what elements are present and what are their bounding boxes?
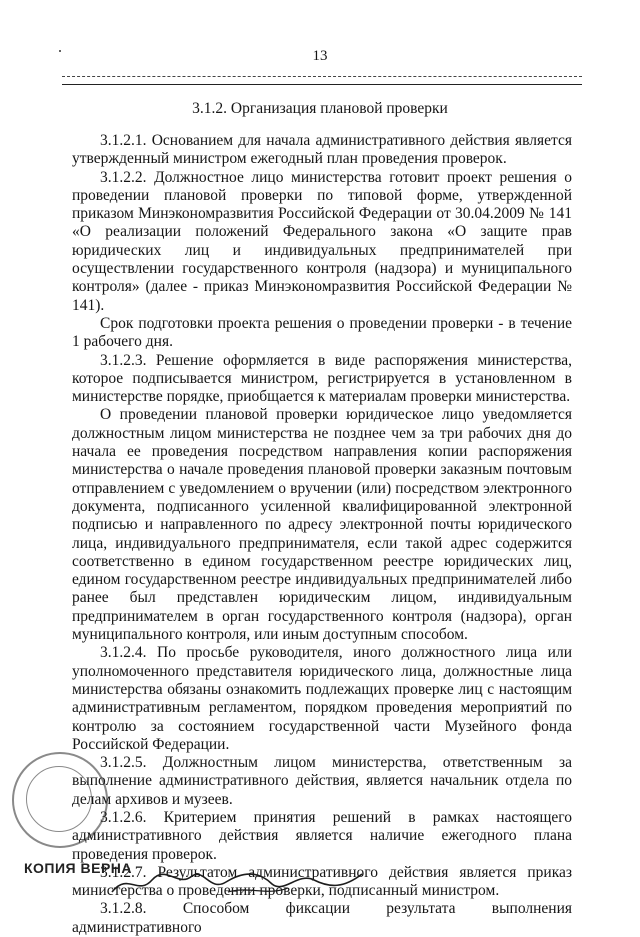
paragraph-3-1-2-8: 3.1.2.8. Способом фиксации результата выполнения административного <box>72 900 572 936</box>
copy-certified-stamp: КОПИЯ ВЕРНА <box>24 860 133 876</box>
paragraph-3-1-2-1: 3.1.2.1. Основанием для начала административного действия является утвержденный министром ежегодный план проведения проверок. <box>72 132 572 168</box>
paragraph-3-1-2-7: 3.1.2.7. Результатом административного действия является приказ министерства о проведении проверки, подписанный министром. <box>72 863 572 900</box>
paragraph-3-1-2-5: 3.1.2.5. Должностным лицом министерства, ответственным за выполнение административного действия, является начальник отдела по делам архивов и музеев. <box>72 754 572 808</box>
paragraph-3-1-2-4: 3.1.2.4. По просьбе руководителя, иного должностного лица или уполномоченного представителя юридического лица, должностные лица министерства обязаны ознакомить подлежащих проверке лиц с настоящим административным регламентом, порядком проведения мероприятий по контролю за состоянием государственной части Музейного фонда Российской Федерации. <box>72 644 572 753</box>
page-number: 13 <box>312 48 328 64</box>
signature-icon <box>108 862 368 902</box>
paragraph-3-1-2-3: 3.1.2.3. Решение оформляется в виде распоряжения министерства, которое подписывается министром, регистрируется в установленном в министерстве порядке, приобщается к материалам проверки министерства. <box>72 351 572 406</box>
handwritten-signature <box>108 862 368 902</box>
paragraph-deadline: Срок подготовки проекта решения о проведении проверки - в течение 1 рабочего дня. <box>72 314 572 351</box>
paragraph-notification: О проведении плановой проверки юридическое лицо уведомляется должностным лицом министерства не позднее чем за три рабочих дня до начала ее проведения посредством направления копии распоряжения министерства о начале проведения плановой проверки заказным почтовым отправлением с уведомлением о вручении (или) посредством электронного документа, подписанного усиленной квалифицированной электронной подписью и направленного по адресу электронной почты юридического лица, индивидуального предпринимателя, если такой адрес содержится соответственно в едином государственном реестре юридических лиц, едином государственном реестре индивидуальных предпринимателей либо ранее был представлен юридическим лицом, индивидуальным предпринимателем в орган государственного контроля (надзора), орган муниципального контроля, или иным доступным способом. <box>72 406 572 644</box>
round-seal-icon <box>12 752 108 848</box>
paragraph-3-1-2-2: 3.1.2.2. Должностное лицо министерства готовит проект решения о проведении плановой проверки по типовой форме, утвержденной приказом Минэкономразвития Российской Федерации от 30.04.2009 № 141 «О реализации положений Федерального закона «О защите прав юридических лиц и индивидуальных предпринимателей при осуществлении государственного контроля (надзора) и муниципального контроля» (далее - приказ Минэкономразвития Российской Федерации № 141). <box>72 168 572 314</box>
section-title: 3.1.2. Организация плановой проверки <box>192 100 448 117</box>
document-body <box>72 132 572 937</box>
seal-inner-ring <box>26 766 92 832</box>
paragraph-3-1-2-6: 3.1.2.6. Критерием принятия решений в рамках настоящего административного действия является наличие ежегодного плана проведения проверок. <box>72 808 572 863</box>
header-rule <box>62 84 582 85</box>
header-rule-dashed <box>62 76 582 77</box>
